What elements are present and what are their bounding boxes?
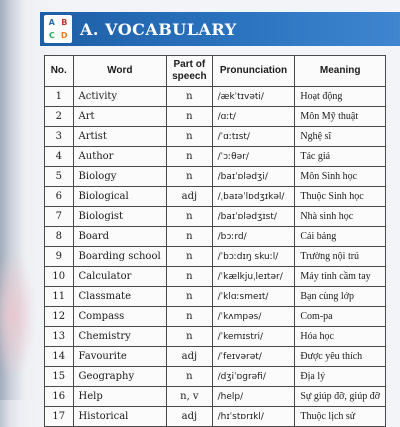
cell-pronunciation: /ˈkʌmpəs/ bbox=[212, 307, 295, 327]
cell-meaning: Địa lý bbox=[295, 367, 386, 387]
badge-letter: D bbox=[60, 30, 68, 40]
cell-number: 13 bbox=[45, 327, 74, 347]
cell-number: 15 bbox=[45, 367, 74, 387]
cell-part-of-speech: adj bbox=[167, 407, 212, 427]
cell-part-of-speech: n bbox=[167, 87, 212, 107]
cell-number: 1 bbox=[45, 87, 74, 107]
table-row bbox=[45, 387, 386, 407]
cell-number: 12 bbox=[45, 307, 74, 327]
cell-meaning: Nghệ sĩ bbox=[295, 127, 386, 147]
cell-part-of-speech: n bbox=[167, 307, 212, 327]
table-row bbox=[45, 167, 386, 187]
cell-number: 9 bbox=[45, 247, 74, 267]
cell-part-of-speech: adj bbox=[167, 187, 212, 207]
cell-number: 16 bbox=[45, 387, 74, 407]
cell-meaning: Nhà sinh học bbox=[295, 207, 386, 227]
column-header-no: No. bbox=[45, 56, 74, 87]
cell-part-of-speech: adj bbox=[167, 347, 212, 367]
table-row bbox=[45, 327, 386, 347]
cell-number: 8 bbox=[45, 227, 74, 247]
cell-meaning: Sự giúp đỡ, giúp đỡ bbox=[295, 387, 386, 407]
cell-pronunciation: /ˈɑːtɪst/ bbox=[212, 127, 295, 147]
table-row bbox=[45, 127, 386, 147]
cell-part-of-speech: n bbox=[167, 247, 212, 267]
cell-meaning: Thuộc lịch sử bbox=[295, 407, 386, 427]
section-title: A. VOCABULARY bbox=[80, 19, 237, 39]
cell-word: Classmate bbox=[73, 287, 167, 307]
cell-part-of-speech: n bbox=[167, 287, 212, 307]
cell-word: Chemistry bbox=[73, 327, 167, 347]
cell-part-of-speech: n bbox=[167, 127, 212, 147]
cell-meaning: Môn Sinh học bbox=[295, 167, 386, 187]
cell-word: Help bbox=[73, 387, 167, 407]
cell-number: 5 bbox=[45, 167, 74, 187]
table-row bbox=[45, 247, 386, 267]
cell-pronunciation: /ækˈtɪvəti/ bbox=[212, 87, 295, 107]
cell-meaning: Trường nội trú bbox=[295, 247, 386, 267]
cell-pronunciation: /baɪˈɒlədʒi/ bbox=[212, 167, 295, 187]
cell-pronunciation: /ˈfeɪvərət/ bbox=[212, 347, 295, 367]
cell-pronunciation: /ˈkemɪstri/ bbox=[212, 327, 295, 347]
cell-pronunciation: /ˈkælkjuˌleɪtər/ bbox=[212, 267, 295, 287]
table-row bbox=[45, 227, 386, 247]
cell-part-of-speech: n bbox=[167, 227, 212, 247]
cell-part-of-speech: n bbox=[167, 327, 212, 347]
column-header-word: Word bbox=[73, 56, 167, 87]
column-header-pronunciation: Pronunciation bbox=[212, 56, 295, 87]
cell-meaning: Máy tính cầm tay bbox=[295, 267, 386, 287]
cell-word: Artist bbox=[73, 127, 167, 147]
cell-word: Author bbox=[73, 147, 167, 167]
badge-letter: C bbox=[48, 30, 55, 40]
cell-word: Biological bbox=[73, 187, 167, 207]
cell-pronunciation: /hɪˈstɒrɪkl/ bbox=[212, 407, 295, 427]
column-header-meaning: Meaning bbox=[295, 56, 386, 87]
cell-pronunciation: /bɔːrd/ bbox=[212, 227, 295, 247]
cell-number: 10 bbox=[45, 267, 74, 287]
cell-word: Art bbox=[73, 107, 167, 127]
table-row bbox=[45, 367, 386, 387]
table-row bbox=[45, 267, 386, 287]
column-header-part-of-speech: Part of speech bbox=[167, 56, 212, 87]
cell-number: 14 bbox=[45, 347, 74, 367]
cell-word: Geography bbox=[73, 367, 167, 387]
cell-part-of-speech: n bbox=[167, 167, 212, 187]
cell-part-of-speech: n bbox=[167, 367, 212, 387]
cell-word: Boarding school bbox=[73, 247, 167, 267]
cell-pronunciation: /baɪˈɒlədʒɪst/ bbox=[212, 207, 295, 227]
table-header-row bbox=[45, 56, 386, 87]
table-row bbox=[45, 87, 386, 107]
cell-meaning: Cái bảng bbox=[295, 227, 386, 247]
cell-pronunciation: /ˈklɑːsmeɪt/ bbox=[212, 287, 295, 307]
background-decoration bbox=[0, 250, 36, 380]
cell-meaning: Bạn cùng lớp bbox=[295, 287, 386, 307]
table-row bbox=[45, 347, 386, 367]
cell-number: 11 bbox=[45, 287, 74, 307]
cell-word: Compass bbox=[73, 307, 167, 327]
cell-number: 6 bbox=[45, 187, 74, 207]
cell-pronunciation: /ˈbɔːdɪŋ skuːl/ bbox=[212, 247, 295, 267]
cell-meaning: Thuộc Sinh học bbox=[295, 187, 386, 207]
cell-pronunciation: /ˌbaɪəˈlɒdʒɪkəl/ bbox=[212, 187, 295, 207]
table-row bbox=[45, 187, 386, 207]
cell-word: Calculator bbox=[73, 267, 167, 287]
cell-word: Board bbox=[73, 227, 167, 247]
cell-part-of-speech: n, v bbox=[167, 387, 212, 407]
table-row bbox=[45, 307, 386, 327]
cell-pronunciation: /help/ bbox=[212, 387, 295, 407]
cell-number: 3 bbox=[45, 127, 74, 147]
vocabulary-table bbox=[44, 55, 386, 427]
cell-meaning: Môn Mỹ thuật bbox=[295, 107, 386, 127]
cell-meaning: Com-pa bbox=[295, 307, 386, 327]
badge-letter: A bbox=[48, 18, 55, 28]
cell-pronunciation: /ˈɔːθər/ bbox=[212, 147, 295, 167]
cell-word: Biology bbox=[73, 167, 167, 187]
section-header bbox=[40, 12, 400, 46]
cell-word: Activity bbox=[73, 87, 167, 107]
cell-meaning: Tác giả bbox=[295, 147, 386, 167]
table-row bbox=[45, 287, 386, 307]
cell-part-of-speech: n bbox=[167, 147, 212, 167]
cell-number: 7 bbox=[45, 207, 74, 227]
cell-word: Biologist bbox=[73, 207, 167, 227]
cell-pronunciation: /ɑːt/ bbox=[212, 107, 295, 127]
cell-number: 2 bbox=[45, 107, 74, 127]
cell-pronunciation: /dʒiˈɒɡrəfi/ bbox=[212, 367, 295, 387]
table-body bbox=[45, 87, 386, 427]
table-row bbox=[45, 407, 386, 427]
cell-meaning: Hoạt động bbox=[295, 87, 386, 107]
cell-part-of-speech: n bbox=[167, 107, 212, 127]
cell-number: 4 bbox=[45, 147, 74, 167]
cell-meaning: Được yêu thích bbox=[295, 347, 386, 367]
cell-part-of-speech: n bbox=[167, 207, 212, 227]
table-row bbox=[45, 207, 386, 227]
abcd-badge-icon bbox=[44, 15, 72, 43]
table-row bbox=[45, 147, 386, 167]
cell-meaning: Hóa học bbox=[295, 327, 386, 347]
cell-part-of-speech: n bbox=[167, 267, 212, 287]
cell-number: 17 bbox=[45, 407, 74, 427]
badge-letter: B bbox=[61, 18, 68, 28]
cell-word: Historical bbox=[73, 407, 167, 427]
cell-word: Favourite bbox=[73, 347, 167, 367]
table-row bbox=[45, 107, 386, 127]
